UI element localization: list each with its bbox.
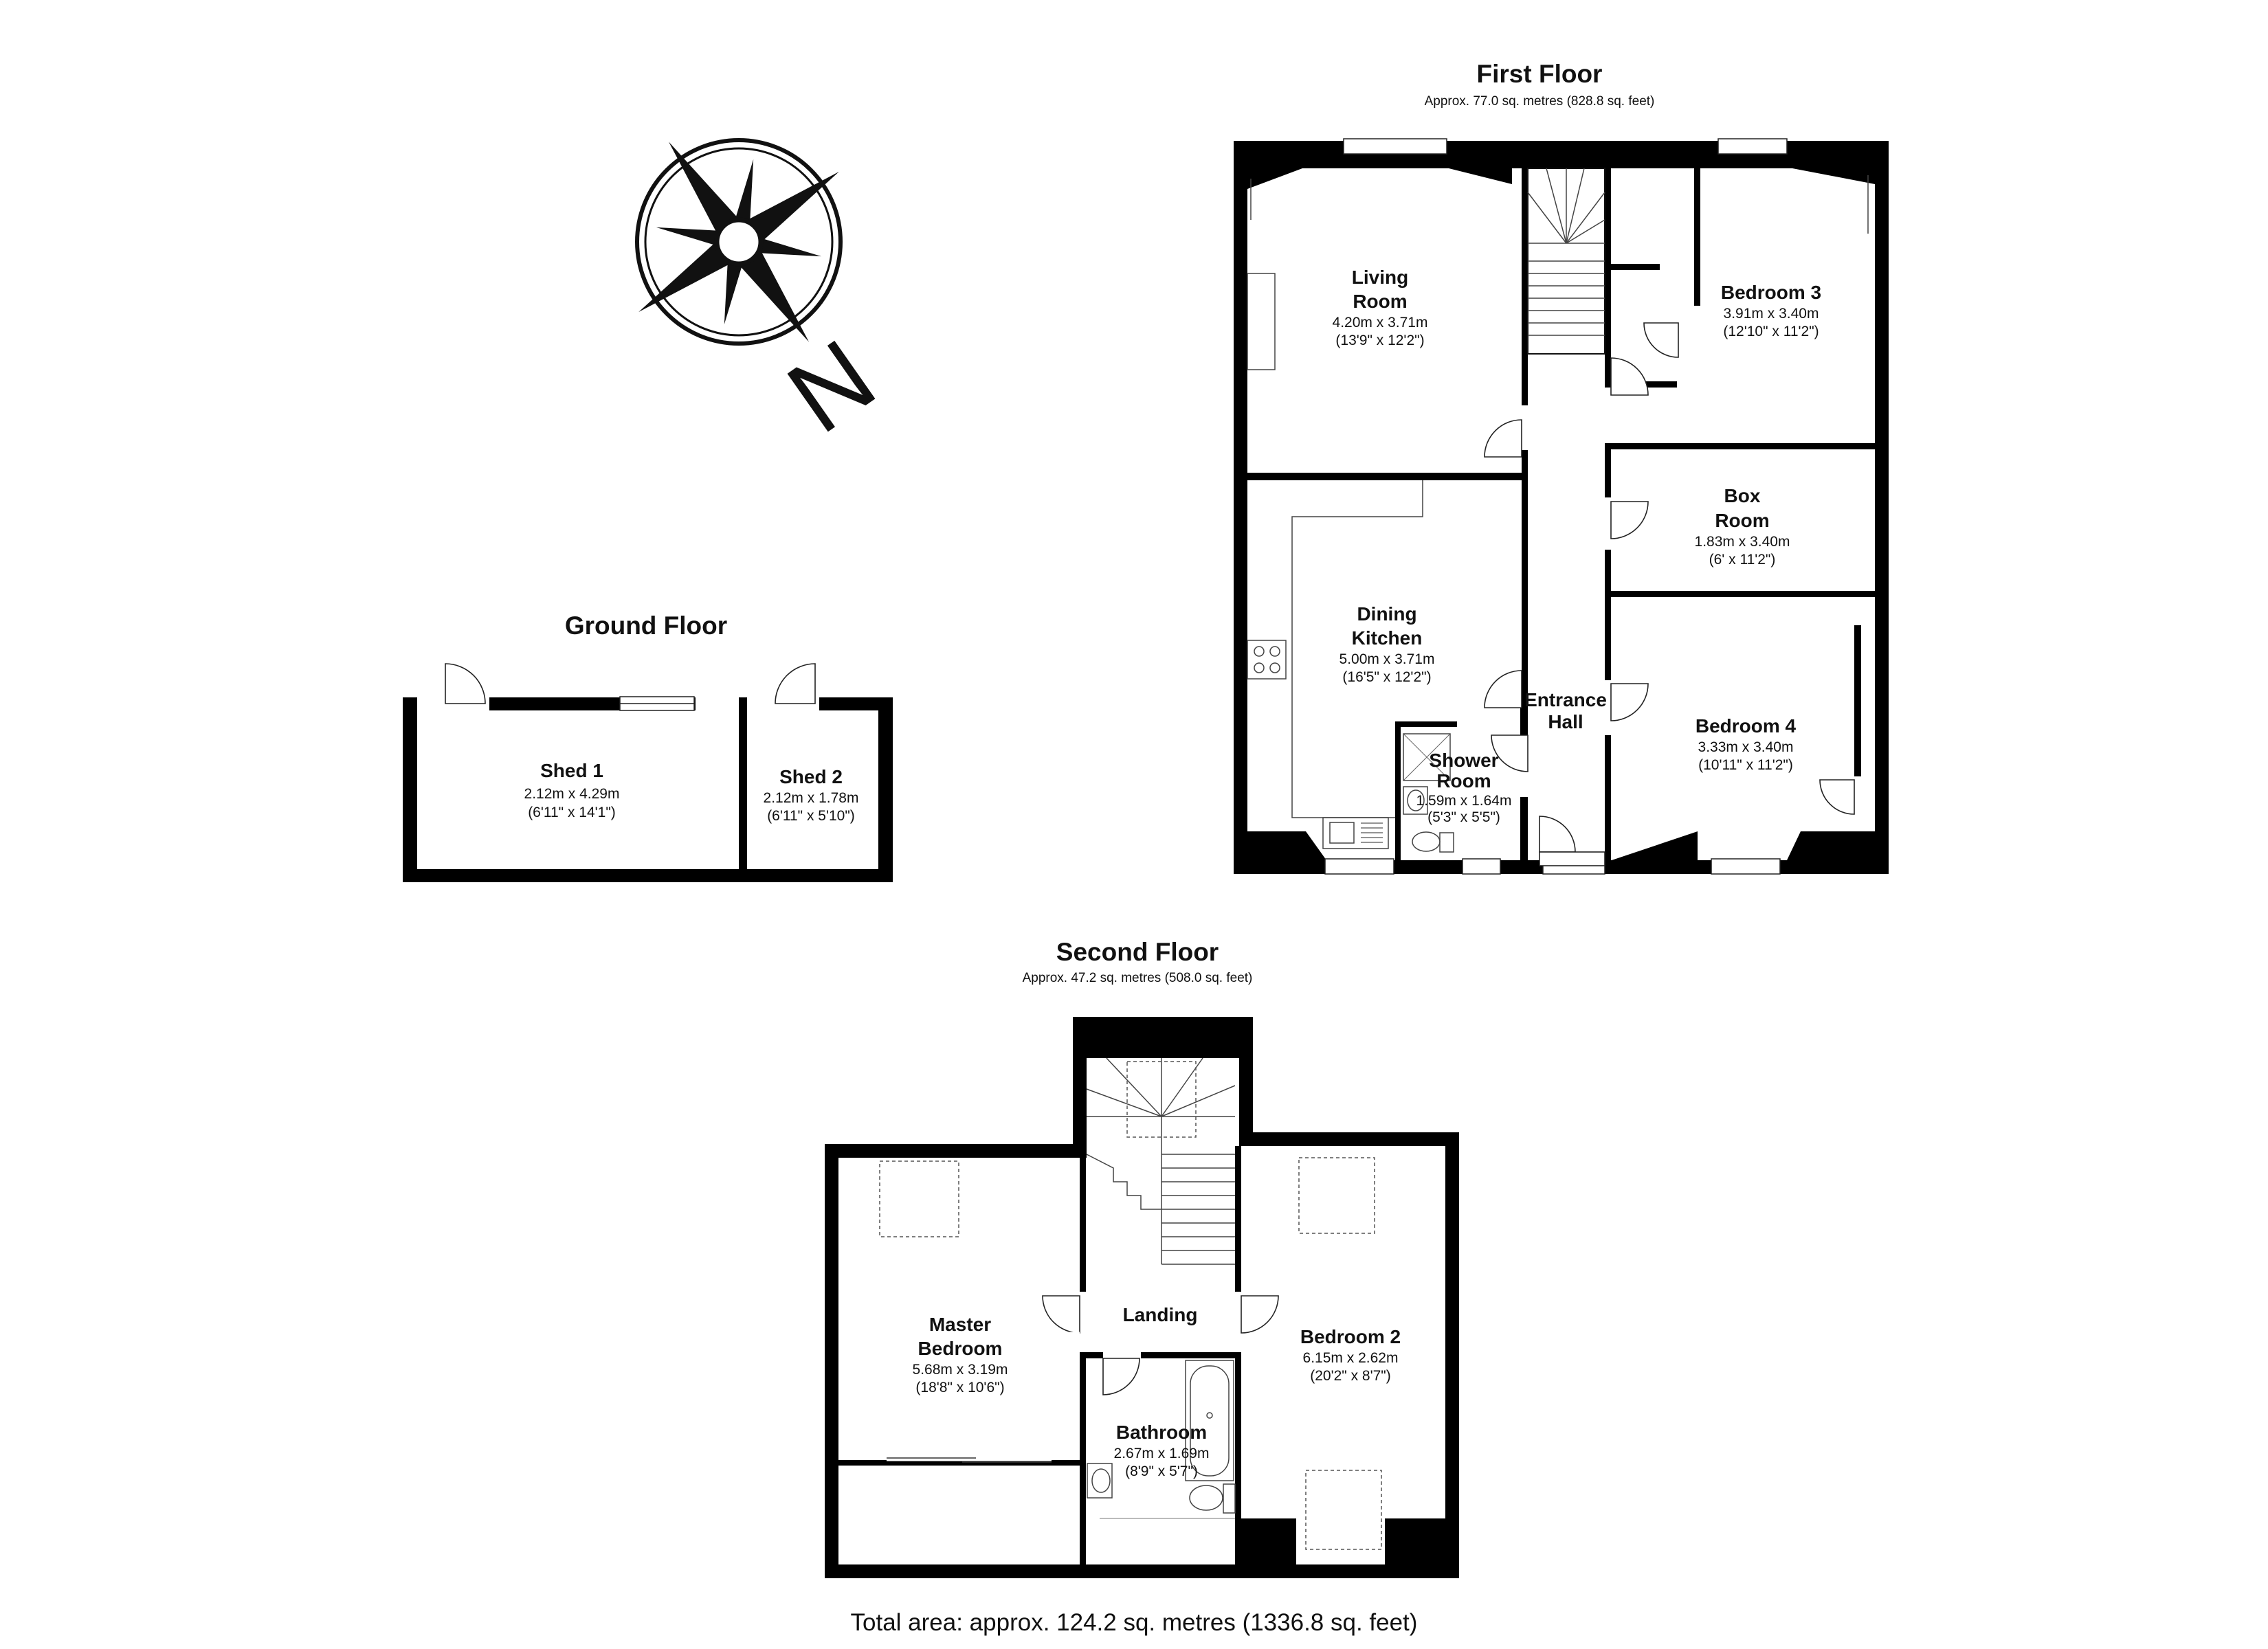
shed-2-metric: 2.12m x 1.78m bbox=[763, 790, 859, 806]
shed-2-name: Shed 2 bbox=[779, 766, 843, 787]
master-bedroom-name-1: Master bbox=[929, 1314, 992, 1335]
kitchen-metric: 5.00m x 3.71m bbox=[1339, 651, 1435, 667]
second-floor-plan bbox=[825, 1017, 1459, 1578]
bedroom-4-name: Bedroom 4 bbox=[1695, 715, 1797, 737]
box-room-imperial: (6' x 11'2") bbox=[1709, 552, 1776, 568]
entrance-hall-name-1: Entrance bbox=[1524, 689, 1607, 710]
ground-floor-title: Ground Floor bbox=[564, 612, 728, 640]
kitchen-imperial: (16'5" x 12'2") bbox=[1342, 669, 1432, 685]
box-room-name-1: Box bbox=[1724, 485, 1761, 506]
second-floor-title: Second Floor bbox=[1056, 938, 1219, 966]
bathroom-metric: 2.67m x 1.69m bbox=[1113, 1446, 1210, 1461]
bedroom-3-metric: 3.91m x 3.40m bbox=[1723, 306, 1819, 322]
bathroom-name: Bathroom bbox=[1115, 1422, 1208, 1443]
bedroom-4-imperial: (10'11" x 11'2") bbox=[1698, 757, 1793, 773]
shower-room-name-2: Room bbox=[1436, 770, 1491, 792]
shower-room-imperial: (5'3" x 5'5") bbox=[1427, 809, 1500, 825]
box-room-name-2: Room bbox=[1715, 510, 1770, 531]
shed-2-imperial: (6'11" x 5'10") bbox=[767, 808, 855, 824]
living-room-name-1: Living bbox=[1351, 267, 1409, 288]
landing-name: Landing bbox=[1122, 1304, 1198, 1325]
master-bedroom-metric: 5.68m x 3.19m bbox=[912, 1362, 1008, 1378]
bedroom-4-metric: 3.33m x 3.40m bbox=[1698, 739, 1794, 755]
shower-room-name-1: Shower bbox=[1429, 750, 1499, 771]
bedroom-2-name: Bedroom 2 bbox=[1300, 1326, 1401, 1347]
bedroom-3-name: Bedroom 3 bbox=[1720, 282, 1822, 303]
kitchen-name-2: Kitchen bbox=[1351, 627, 1423, 649]
kitchen-name-1: Dining bbox=[1357, 603, 1417, 625]
north-letter: N bbox=[767, 317, 895, 455]
shower-room-metric: 1.59m x 1.64m bbox=[1416, 793, 1512, 809]
entrance-hall-name-2: Hall bbox=[1548, 711, 1583, 732]
master-bedroom-name-2: Bedroom bbox=[918, 1338, 1003, 1359]
total-area: Total area: approx. 124.2 sq. metres (1336.8 sq. feet) bbox=[850, 1609, 1418, 1636]
master-bedroom-imperial: (18'8" x 10'6") bbox=[915, 1380, 1005, 1395]
living-room-name-2: Room bbox=[1353, 291, 1408, 312]
second-floor-subtitle: Approx. 47.2 sq. metres (508.0 sq. feet) bbox=[1022, 971, 1253, 985]
bedroom-2-metric: 6.15m x 2.62m bbox=[1302, 1350, 1399, 1366]
living-room-imperial: (13'9" x 12'2") bbox=[1335, 333, 1425, 348]
first-floor-subtitle: Approx. 77.0 sq. metres (828.8 sq. feet) bbox=[1424, 94, 1655, 109]
bathroom-imperial: (8'9" x 5'7") bbox=[1125, 1463, 1198, 1479]
bedroom-3-imperial: (12'10" x 11'2") bbox=[1723, 324, 1819, 339]
living-room-metric: 4.20m x 3.71m bbox=[1332, 315, 1428, 330]
shed-1-name: Shed 1 bbox=[540, 760, 603, 781]
box-room-metric: 1.83m x 3.40m bbox=[1694, 534, 1790, 550]
shed-1-metric: 2.12m x 4.29m bbox=[524, 786, 620, 802]
first-floor-title: First Floor bbox=[1476, 60, 1603, 88]
bedroom-2-imperial: (20'2" x 8'7") bbox=[1310, 1368, 1391, 1384]
shed-1-imperial: (6'11" x 14'1") bbox=[528, 805, 616, 820]
